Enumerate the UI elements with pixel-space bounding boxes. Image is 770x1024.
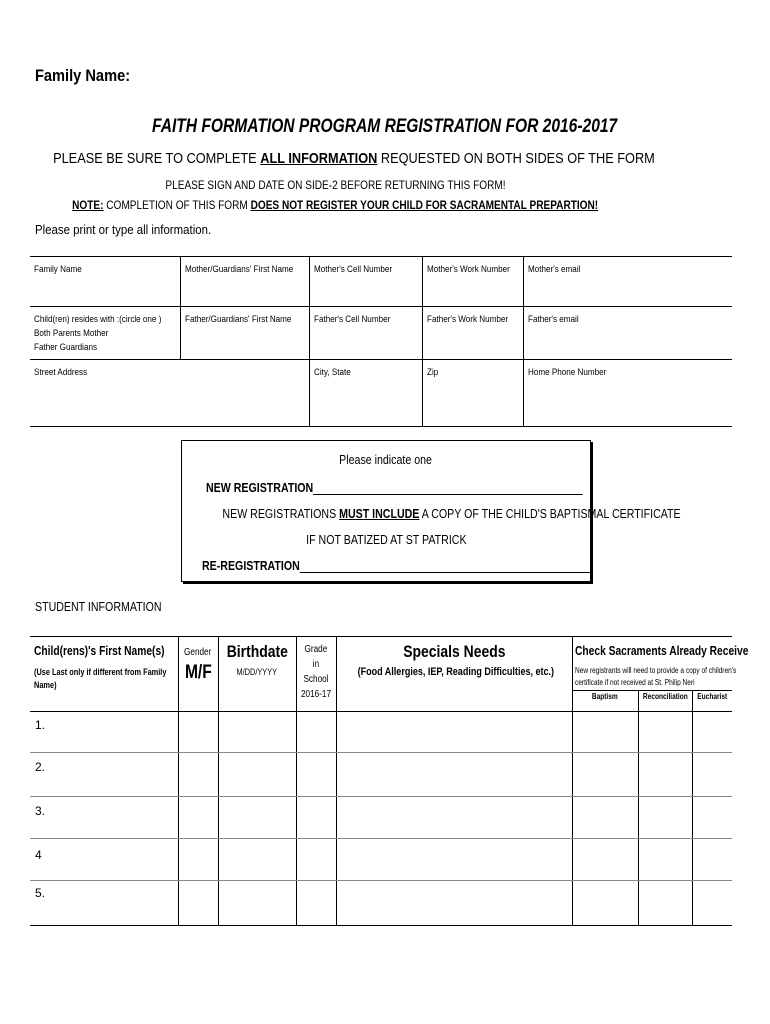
father-first-name-field[interactable]: Father/Guardians' First Name xyxy=(180,307,309,360)
city-state-field[interactable]: City, State xyxy=(309,360,422,427)
instruction-sign: PLEASE SIGN AND DATE ON SIDE-2 BEFORE RETURNING THIS FORM! xyxy=(164,178,506,192)
father-email-field[interactable]: Father's email xyxy=(524,307,732,360)
row-divider xyxy=(30,838,732,839)
student-row-number[interactable]: 1. xyxy=(35,718,46,732)
student-row-number[interactable]: 3. xyxy=(35,804,46,818)
re-registration-blank xyxy=(300,560,593,573)
child-resides-field[interactable]: Child(ren) resides with :(circle one ) Both Parents Mother Father Guardians xyxy=(34,314,162,352)
father-cell-field[interactable]: Father's Cell Number xyxy=(309,307,422,360)
father-work-field[interactable]: Father's Work Number xyxy=(423,307,524,360)
row-divider xyxy=(30,752,732,753)
col-header-reconciliation: Reconciliation xyxy=(642,692,688,701)
note-label: NOTE: xyxy=(71,198,104,212)
all-information-emphasis: ALL INFORMATION xyxy=(260,150,378,167)
registration-type-box xyxy=(181,440,681,582)
not-baptized-note: IF NOT BATIZED AT ST PATRICK xyxy=(305,533,467,547)
note-emphasis: DOES NOT REGISTER YOUR CHILD FOR SACRAMENTAL PREPARTION! xyxy=(250,198,599,212)
street-address-field[interactable]: Street Address xyxy=(34,367,88,377)
new-registration-line[interactable] xyxy=(206,481,614,495)
home-phone-field[interactable]: Home Phone Number xyxy=(524,360,732,427)
col-header-birthdate: Birthdate M/DD/YYYY xyxy=(226,642,288,677)
new-registration-label: NEW REGISTRATION xyxy=(206,481,314,495)
student-row-number[interactable]: 2. xyxy=(35,760,46,774)
student-row-number[interactable]: 5. xyxy=(35,886,46,900)
row-divider xyxy=(30,880,732,881)
col-header-baptism: Baptism xyxy=(592,692,618,701)
col-divider xyxy=(572,636,573,926)
form-title: FAITH FORMATION PROGRAM REGISTRATION FOR 2016-2017 xyxy=(152,116,618,137)
col-header-eucharist: Eucharist xyxy=(697,692,727,701)
family-row-address xyxy=(30,360,732,427)
family-name-field[interactable]: Family Name xyxy=(34,264,82,274)
mother-work-field[interactable]: Mother's Work Number xyxy=(423,257,524,307)
col-header-grade: Grade in School 2016-17 xyxy=(300,644,332,700)
instruction-complete: PLEASE BE SURE TO COMPLETE ALL INFORMATION REQUESTED ON BOTH SIDES OF THE FORM xyxy=(53,150,655,167)
re-registration-line[interactable] xyxy=(202,559,610,573)
must-include-note: NEW REGISTRATIONS MUST INCLUDE A COPY OF THE CHILD'S BAPTISMAL CERTIFICATE xyxy=(222,507,681,521)
col-header-gender: Gender M/F xyxy=(184,647,212,683)
row-divider xyxy=(30,796,732,797)
mother-cell-field[interactable]: Mother's Cell Number xyxy=(309,257,422,307)
indicate-one-label: Please indicate one xyxy=(339,453,433,467)
family-info-table xyxy=(30,256,732,427)
new-registration-blank xyxy=(313,482,582,495)
sacrament-subheader-line xyxy=(572,690,732,691)
col-divider xyxy=(638,690,639,926)
family-row-father xyxy=(30,307,732,360)
row-divider xyxy=(30,925,732,926)
col-header-special-needs: Specials Needs (Food Allergies, IEP, Reading Difficulties, etc.) xyxy=(357,642,555,678)
zip-field[interactable]: Zip xyxy=(423,360,524,427)
print-instruction: Please print or type all information. xyxy=(35,222,212,237)
col-header-name: Child(rens)'s First Name(s) (Use Last only if different from Family Name) xyxy=(34,644,167,690)
mother-first-name-field[interactable]: Mother/Guardians' First Name xyxy=(180,257,309,307)
re-registration-label: RE-REGISTRATION xyxy=(202,559,300,573)
student-information-label: STUDENT INFORMATION xyxy=(35,600,162,614)
family-row-mother xyxy=(30,257,732,307)
col-header-sacraments: Check Sacraments Already Receive New registrants will need to provide a copy of children's certificate if not received at St. Philip Neri xyxy=(575,644,749,687)
family-name-label: Family Name: xyxy=(35,66,131,85)
note-line: NOTE: COMPLETION OF THIS FORM DOES NOT REGISTER YOUR CHILD FOR SACRAMENTAL PREPARTION! xyxy=(71,198,599,212)
col-divider xyxy=(692,690,693,926)
student-row-number[interactable]: 4 xyxy=(35,848,42,862)
mother-email-field[interactable]: Mother's email xyxy=(524,257,732,307)
